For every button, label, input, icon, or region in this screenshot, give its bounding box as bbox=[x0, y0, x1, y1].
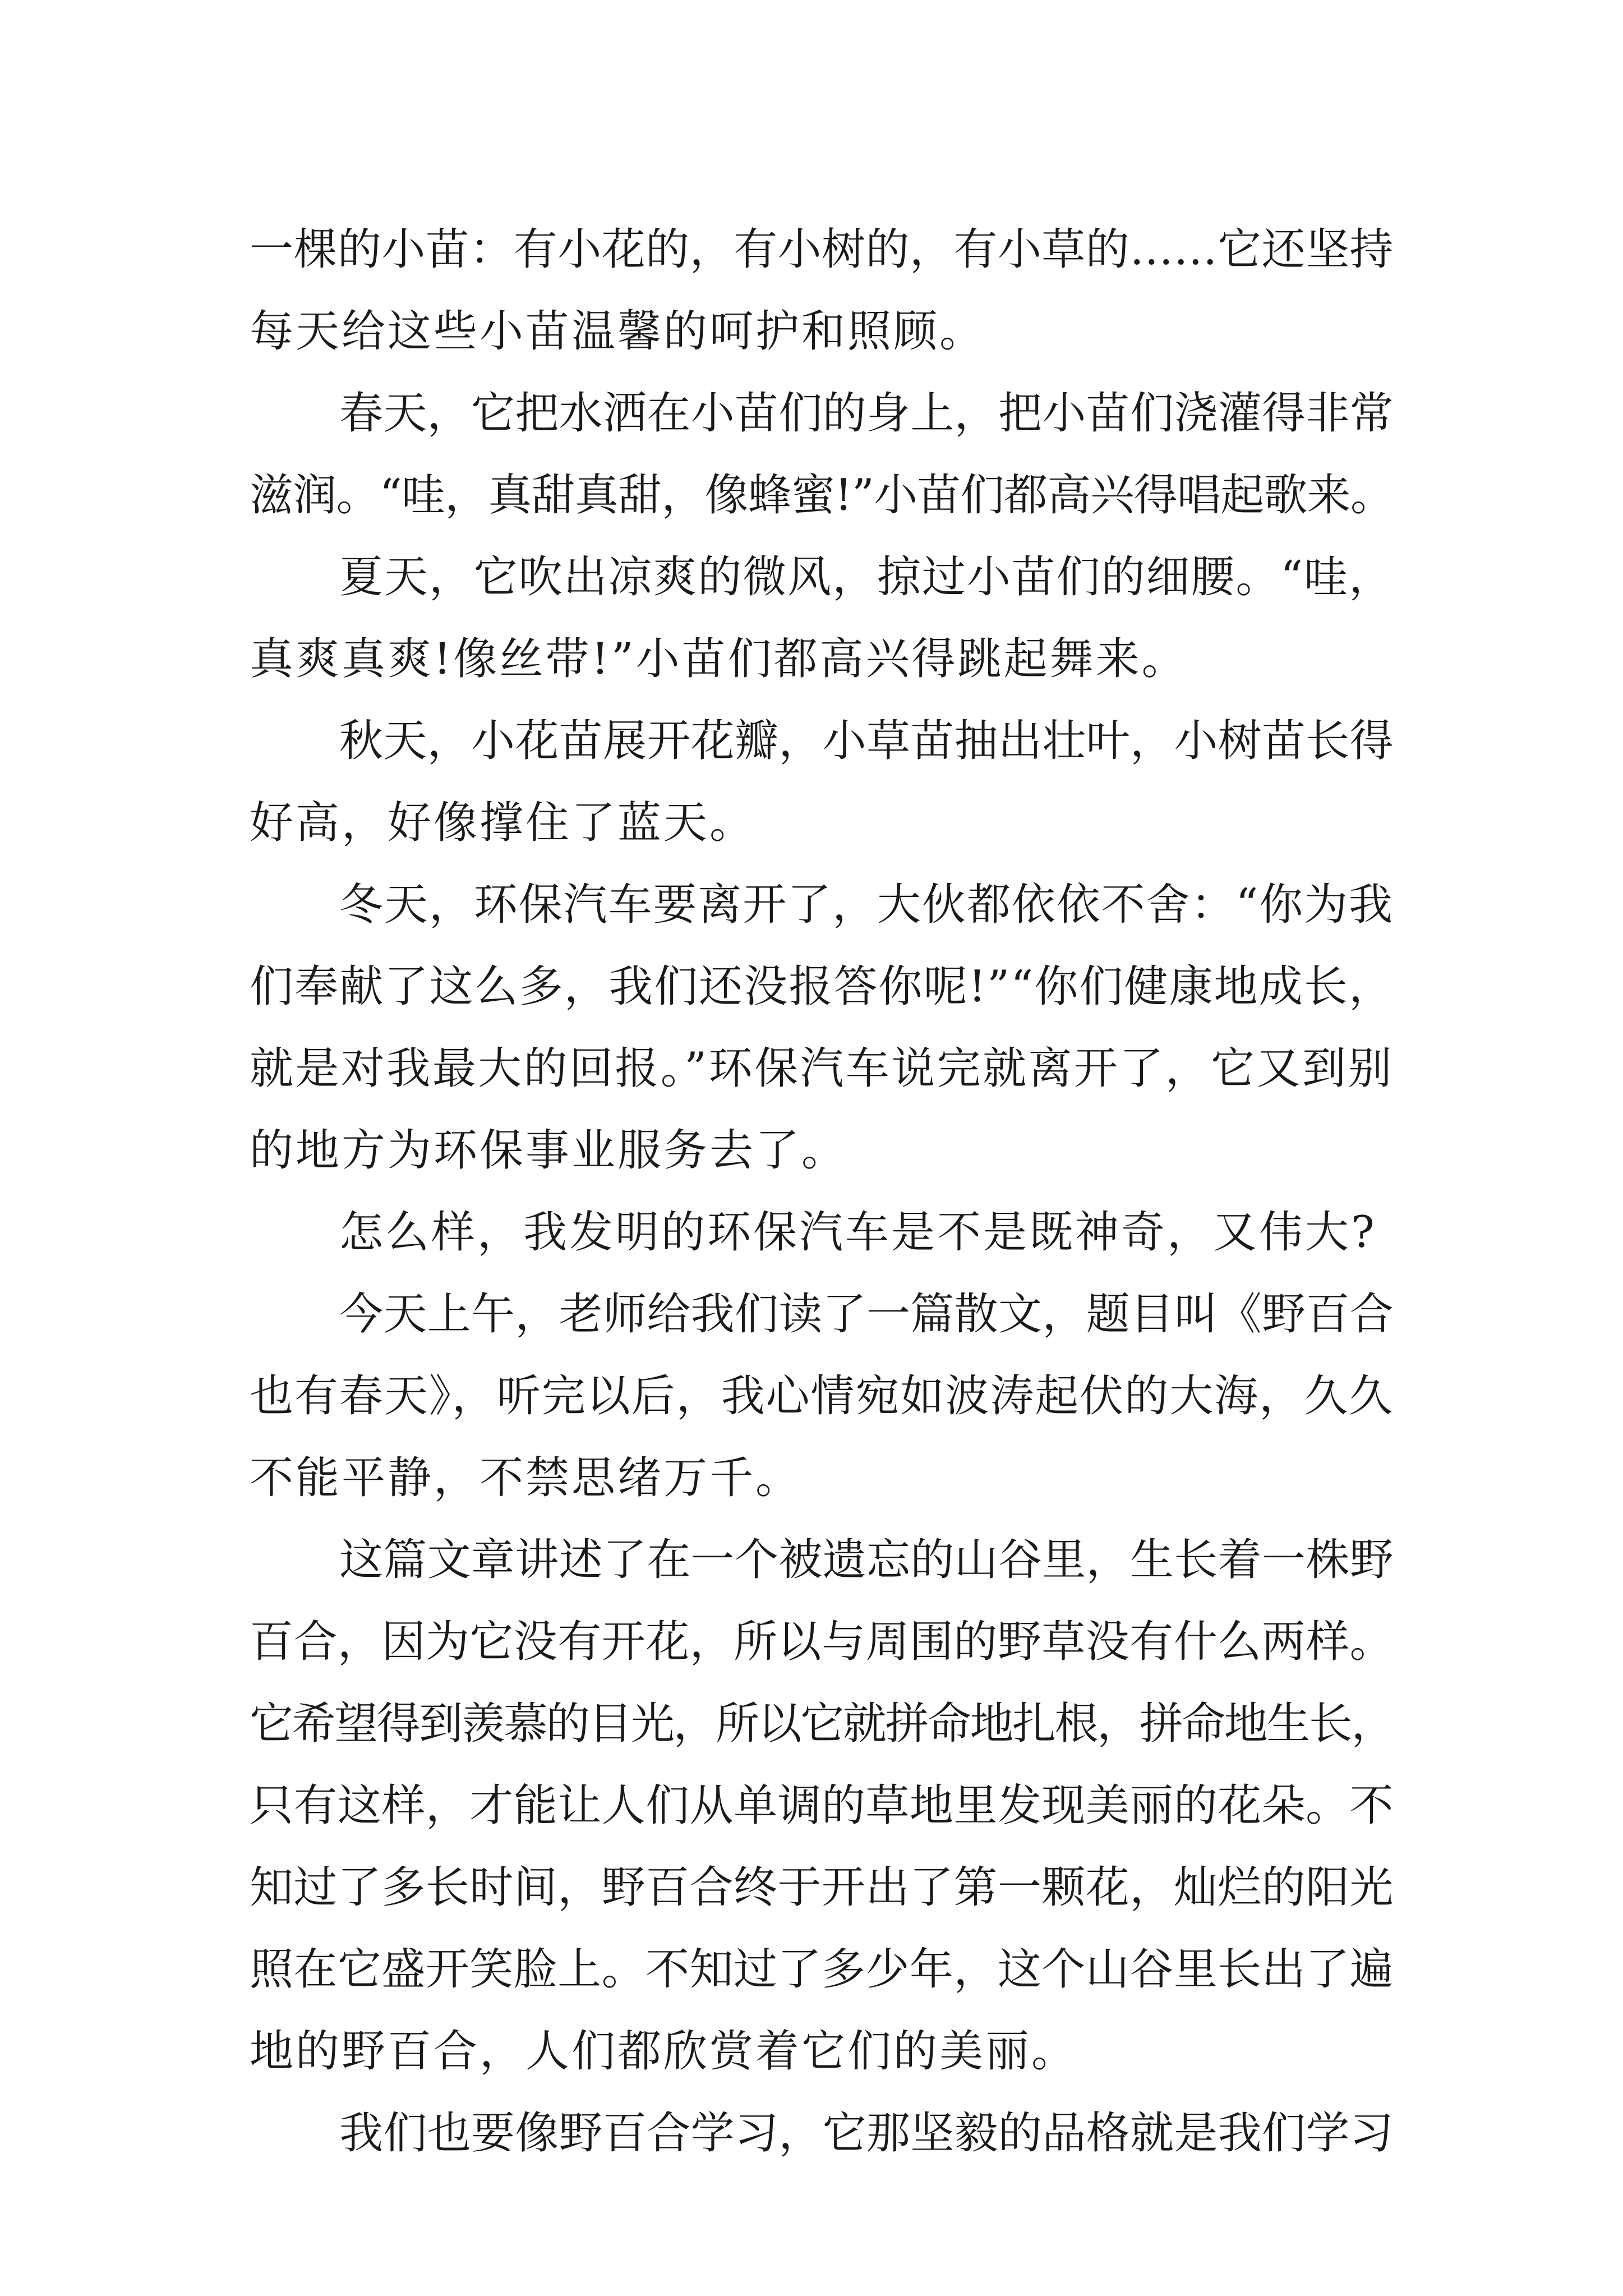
text-line: 只有这样，才能让人们从单调的草地里发现美丽的花朵。不 bbox=[250, 1780, 1394, 1831]
text-line: 也有春天》，听完以后，我心情宛如波涛起伏的大海，久久 bbox=[250, 1371, 1394, 1421]
text-line: 秋天，小花苗展开花瓣，小草苗抽出壮叶，小树苗长得 bbox=[339, 716, 1394, 766]
text-line: 真爽真爽!像丝带!”小苗们都高兴得跳起舞来。 bbox=[250, 634, 1188, 684]
text-line: 们奉献了这么多，我们还没报答你呢!”“你们健康地成长， bbox=[250, 961, 1394, 1012]
text-line: 春天，它把水洒在小苗们的身上，把小苗们浇灌得非常 bbox=[339, 388, 1394, 439]
text-line: 每天给这些小苗温馨的呵护和照顾。 bbox=[250, 306, 986, 357]
text-line: 它希望得到羡慕的目光，所以它就拼命地扎根，拼命地生长， bbox=[250, 1699, 1394, 1749]
text-line: 今天上午，老师给我们读了一篇散文，题目叫《野百合 bbox=[339, 1289, 1394, 1340]
text-line: 好高，好像撑住了蓝天。 bbox=[250, 798, 756, 848]
text-line: 就是对我最大的回报。”环保汽车说完就离开了，它又到别 bbox=[250, 1043, 1394, 1094]
text-line: 百合，因为它没有开花，所以与周围的野草没有什么两样。 bbox=[250, 1617, 1394, 1667]
text-line: 一棵的小苗：有小花的，有小树的，有小草的……它还坚持 bbox=[250, 224, 1394, 275]
text-line: 知过了多长时间，野百合终于开出了第一颗花，灿烂的阳光 bbox=[250, 1862, 1394, 1913]
text-line: 地的野百合，人们都欣赏着它们的美丽。 bbox=[250, 2026, 1078, 2077]
text-line: 夏天，它吹出凉爽的微风，掠过小苗们的细腰。“哇， bbox=[339, 552, 1394, 602]
text-line: 照在它盛开笑脸上。不知过了多少年，这个山谷里长出了遍 bbox=[250, 1944, 1394, 1995]
text-line: 不能平静，不禁思绪万千。 bbox=[250, 1453, 802, 1503]
body-text bbox=[250, 209, 1394, 2174]
text-line: 的地方为环保事业服务去了。 bbox=[250, 1125, 848, 1176]
text-line: 我们也要像野百合学习，它那坚毅的品格就是我们学习 bbox=[339, 2108, 1394, 2159]
text-line: 滋润。“哇，真甜真甜，像蜂蜜!”小苗们都高兴得唱起歌来。 bbox=[250, 470, 1394, 521]
text-line: 怎么样，我发明的环保汽车是不是既神奇，又伟大? bbox=[339, 1207, 1377, 1258]
text-line: 这篇文章讲述了在一个被遗忘的山谷里，生长着一株野 bbox=[339, 1535, 1394, 1585]
text-line: 冬天，环保汽车要离开了，大伙都依依不舍：“你为我 bbox=[339, 880, 1394, 930]
